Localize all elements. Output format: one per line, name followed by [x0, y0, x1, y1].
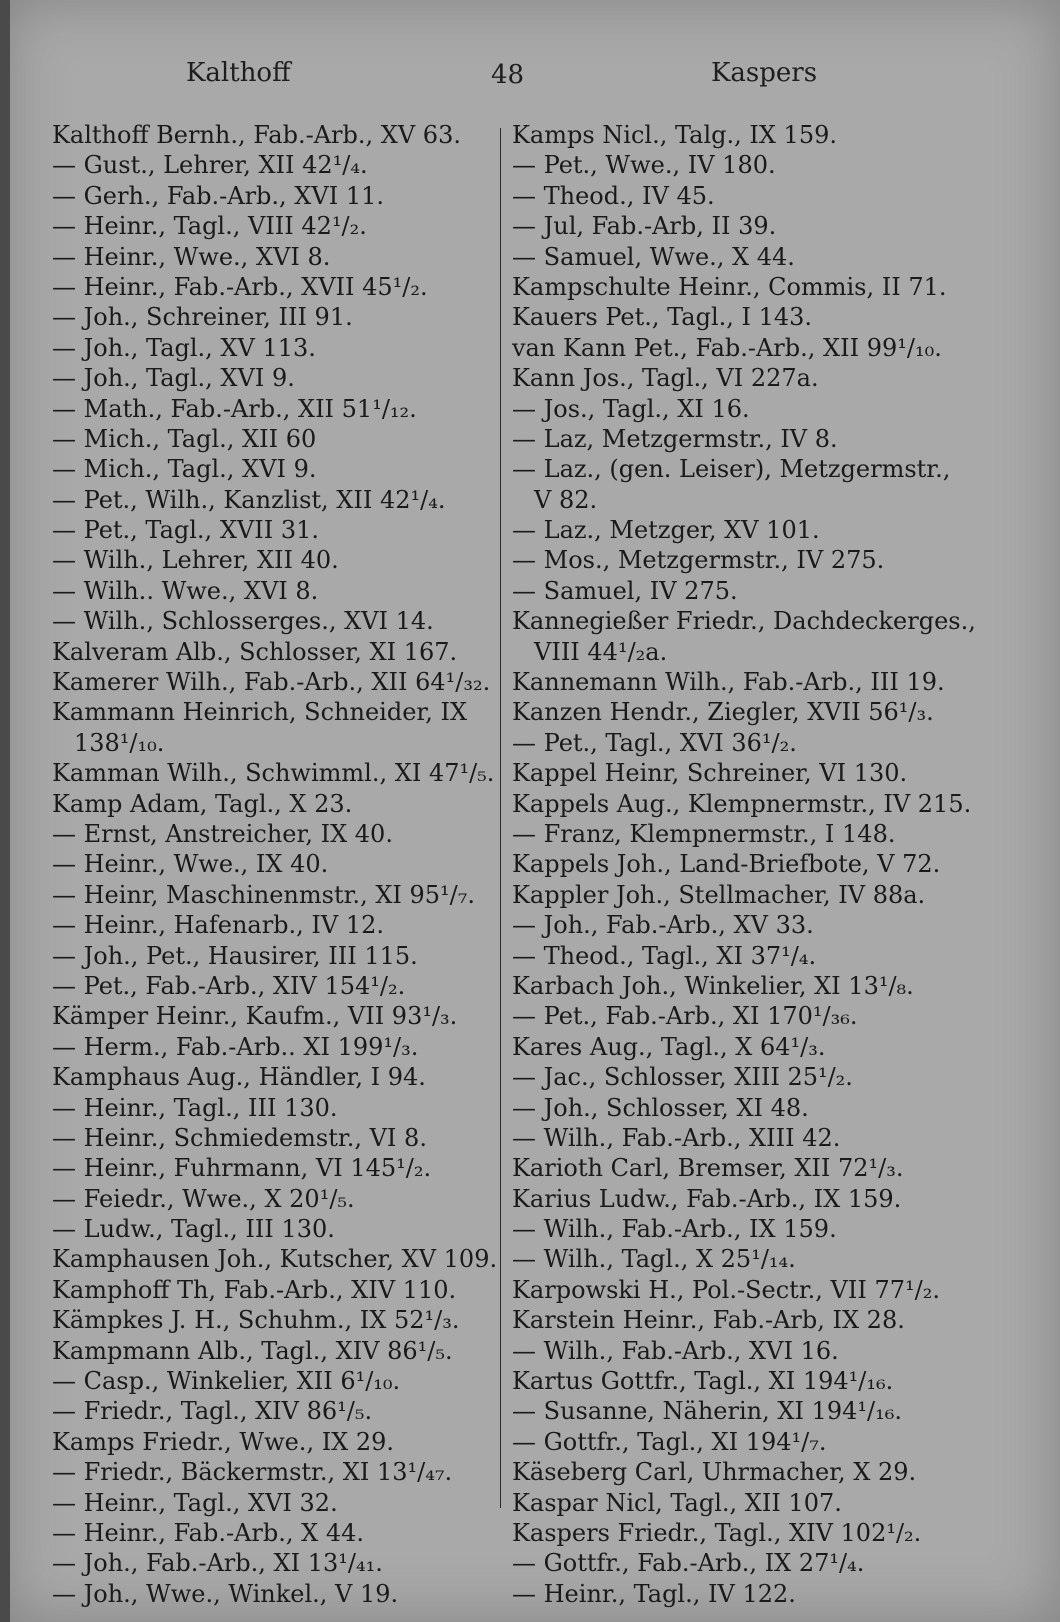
directory-entry: Karstein Heinr., Fab.-Arb, IX 28. [512, 1306, 905, 1335]
directory-entry: van Kann Pet., Fab.-Arb., XII 99¹/₁₀. [512, 333, 942, 362]
directory-entry: Kamps Friedr., Wwe., IX 29. [52, 1427, 395, 1456]
directory-entry: V 82. [534, 485, 598, 514]
column-divider [500, 128, 501, 1508]
directory-entry: — Ludw., Tagl., III 130. [52, 1215, 335, 1244]
directory-entry: Kannegießer Friedr., Dachdeckerges., [512, 607, 976, 636]
directory-entry: — Heinr., Wwe., XVI 8. [52, 242, 331, 271]
right-column [512, 120, 976, 1609]
directory-entry: Kares Aug., Tagl., X 64¹/₃. [512, 1032, 826, 1061]
directory-entry: — Franz, Klempnermstr., I 148. [512, 819, 896, 848]
directory-entry: — Joh., Wwe., Winkel., V 19. [52, 1579, 399, 1608]
directory-entry: — Heinr, Maschinenmstr., XI 95¹/₇. [52, 880, 476, 909]
directory-entry: — Feiedr., Wwe., X 20¹/₅. [52, 1184, 355, 1213]
directory-entry: — Gerh., Fab.-Arb., XVI 11. [52, 181, 385, 210]
directory-entry: — Mos., Metzgermstr., IV 275. [512, 546, 885, 575]
directory-entry: Kalveram Alb., Schlosser, XI 167. [52, 637, 458, 666]
directory-entry: Kammann Heinrich, Schneider, IX [52, 698, 468, 727]
directory-entry: — Joh., Fab.-Arb., XI 13¹/₄₁. [52, 1549, 383, 1578]
directory-entry: Kamphausen Joh., Kutscher, XV 109. [52, 1245, 498, 1274]
directory-entry: — Wilh.. Wwe., XVI 8. [52, 576, 319, 605]
running-header [0, 52, 1060, 96]
directory-entry: Kappels Aug., Klempnermstr., IV 215. [512, 789, 972, 818]
directory-entry: — Samuel, IV 275. [512, 576, 738, 605]
directory-entry: — Friedr., Tagl., XIV 86¹/₅. [52, 1397, 373, 1426]
directory-entry: Kappels Joh., Land-Briefbote, V 72. [512, 850, 941, 879]
directory-entry: Kauers Pet., Tagl., I 143. [512, 303, 813, 332]
directory-entry: Kämpkes J. H., Schuhm., IX 52¹/₃. [52, 1306, 460, 1335]
directory-entry: Karpowski H., Pol.-Sectr., VII 77¹/₂. [512, 1275, 940, 1304]
directory-entry: — Heinr., Tagl., III 130. [52, 1093, 338, 1122]
directory-entry: Kannemann Wilh., Fab.-Arb., III 19. [512, 668, 945, 697]
directory-entry: — Pet., Fab.-Arb., XI 170¹/₃₆. [512, 1002, 858, 1031]
directory-entry: Kamps Nicl., Talg., IX 159. [512, 121, 837, 149]
directory-entry: Karius Ludw., Fab.-Arb., IX 159. [512, 1184, 902, 1213]
directory-entry: — Heinr., Fab.-Arb., X 44. [52, 1518, 364, 1547]
directory-entry: Kamman Wilh., Schwimml., XI 47¹/₅. [52, 759, 495, 788]
directory-entry: — Mich., Tagl., XII 60 [52, 424, 317, 453]
directory-entry: — Friedr., Bäckermstr., XI 13¹/₄₇. [52, 1458, 453, 1487]
directory-entry: Kanzen Hendr., Ziegler, XVII 56¹/₃. [512, 698, 934, 727]
directory-entry: — Wilh., Fab.-Arb., XVI 16. [512, 1336, 839, 1365]
directory-entry: — Pet., Tagl., XVI 36¹/₂. [512, 728, 797, 757]
directory-entry: Kalthoff Bernh., Fab.-Arb., XV 63. [52, 121, 461, 149]
directory-entry: — Wilh., Fab.-Arb., XIII 42. [512, 1123, 841, 1152]
directory-entry: Kann Jos., Tagl., VI 227a. [512, 364, 819, 393]
directory-entry: Kaspar Nicl, Tagl., XII 107. [512, 1488, 842, 1517]
directory-entry: — Theod., IV 45. [512, 181, 715, 210]
page-number: 48 [491, 60, 525, 90]
directory-entry: — Gottfr., Tagl., XI 194¹/₇. [512, 1427, 827, 1456]
directory-entry: — Heinr., Tagl., VIII 42¹/₂. [52, 212, 367, 241]
directory-entry: — Pet., Fab.-Arb., XIV 154¹/₂. [52, 971, 406, 1000]
directory-entry: — Gust., Lehrer, XII 42¹/₄. [52, 151, 368, 180]
directory-entry: VIII 44¹/₂a. [534, 637, 668, 666]
directory-entry: — Joh., Tagl., XVI 9. [52, 364, 295, 393]
directory-entry: — Heinr., Tagl., IV 122. [512, 1579, 796, 1608]
directory-entry: — Joh., Pet., Hausirer, III 115. [52, 941, 418, 970]
directory-entry: — Jac., Schlosser, XIII 25¹/₂. [512, 1063, 853, 1092]
directory-entry: — Laz., Metzger, XV 101. [512, 516, 820, 545]
directory-entry: — Laz., (gen. Leiser), Metzgermstr., [512, 455, 951, 484]
directory-entry: — Joh., Fab.-Arb., XV 33. [512, 911, 814, 940]
directory-entry: — Susanne, Näherin, XI 194¹/₁₆. [512, 1397, 902, 1426]
directory-entry: — Ernst, Anstreicher, IX 40. [52, 819, 393, 848]
directory-entry: — Casp., Winkelier, XII 6¹/₁₀. [52, 1367, 401, 1396]
directory-entry: — Wilh., Schlosserges., XVI 14. [52, 607, 434, 636]
directory-entry: Kamphoff Th, Fab.-Arb., XIV 110. [52, 1275, 457, 1304]
directory-entry: — Heinr., Fab.-Arb., XVII 45¹/₂. [52, 272, 428, 301]
directory-entry: — Joh., Tagl., XV 113. [52, 333, 316, 362]
header-first-name: Kalthoff [186, 58, 291, 88]
directory-entry: — Jos., Tagl., XI 16. [512, 394, 750, 423]
directory-entry: — Heinr., Fuhrmann, VI 145¹/₂. [52, 1154, 432, 1183]
page-edge-shadow [0, 0, 10, 1622]
directory-entry: — Samuel, Wwe., X 44. [512, 242, 795, 271]
directory-entry: Karbach Joh., Winkelier, XI 13¹/₈. [512, 971, 914, 1000]
header-last-name: Kaspers [711, 58, 818, 88]
directory-entry: — Theod., Tagl., XI 37¹/₄. [512, 941, 817, 970]
directory-entry: Kampmann Alb., Tagl., XIV 86¹/₅. [52, 1336, 453, 1365]
directory-entry: — Wilh., Lehrer, XII 40. [52, 546, 339, 575]
directory-entry: — Joh., Schlosser, XI 48. [512, 1093, 809, 1122]
directory-entry: — Mich., Tagl., XVI 9. [52, 455, 317, 484]
directory-entry: Kartus Gottfr., Tagl., XI 194¹/₁₆. [512, 1367, 894, 1396]
directory-entry: — Math., Fab.-Arb., XII 51¹/₁₂. [52, 394, 417, 423]
directory-entry: — Heinr., Tagl., XVI 32. [52, 1488, 338, 1517]
directory-entry: Karioth Carl, Bremser, XII 72¹/₃. [512, 1154, 904, 1183]
directory-entry: Kaspers Friedr., Tagl., XIV 102¹/₂. [512, 1518, 922, 1547]
directory-entry: Kämper Heinr., Kaufm., VII 93¹/₃. [52, 1002, 458, 1031]
directory-entry: Kamerer Wilh., Fab.-Arb., XII 64¹/₃₂. [52, 668, 491, 697]
directory-entry: Kamphaus Aug., Händler, I 94. [52, 1063, 426, 1092]
directory-entry: Kappel Heinr, Schreiner, VI 130. [512, 759, 908, 788]
directory-entry: — Joh., Schreiner, III 91. [52, 303, 353, 332]
directory-entry: — Wilh., Fab.-Arb., IX 159. [512, 1215, 837, 1244]
directory-entry: Käseberg Carl, Uhrmacher, X 29. [512, 1458, 917, 1487]
directory-entry: 138¹/₁₀. [74, 728, 165, 757]
directory-entry: — Gottfr., Fab.-Arb., IX 27¹/₄. [512, 1549, 865, 1578]
directory-entry: — Laz, Metzgermstr., IV 8. [512, 424, 838, 453]
directory-entry: — Wilh., Tagl., X 25¹/₁₄. [512, 1245, 796, 1274]
directory-entry: — Heinr., Wwe., IX 40. [52, 850, 329, 879]
directory-entry: Kampschulte Heinr., Commis, II 71. [512, 272, 947, 301]
directory-entry: Kamp Adam, Tagl., X 23. [52, 789, 353, 818]
directory-entry: — Heinr., Hafenarb., IV 12. [52, 911, 385, 940]
directory-entry: — Pet., Wwe., IV 180. [512, 151, 776, 180]
left-column [52, 120, 498, 1609]
directory-entry: — Heinr., Schmiedemstr., VI 8. [52, 1123, 427, 1152]
directory-entry: Kappler Joh., Stellmacher, IV 88a. [512, 880, 926, 909]
directory-entry: — Herm., Fab.-Arb.. XI 199¹/₃. [52, 1032, 419, 1061]
directory-entry: — Jul, Fab.-Arb, II 39. [512, 212, 777, 241]
directory-entry: — Pet., Tagl., XVII 31. [52, 516, 319, 545]
directory-entry: — Pet., Wilh., Kanzlist, XII 42¹/₄. [52, 485, 446, 514]
